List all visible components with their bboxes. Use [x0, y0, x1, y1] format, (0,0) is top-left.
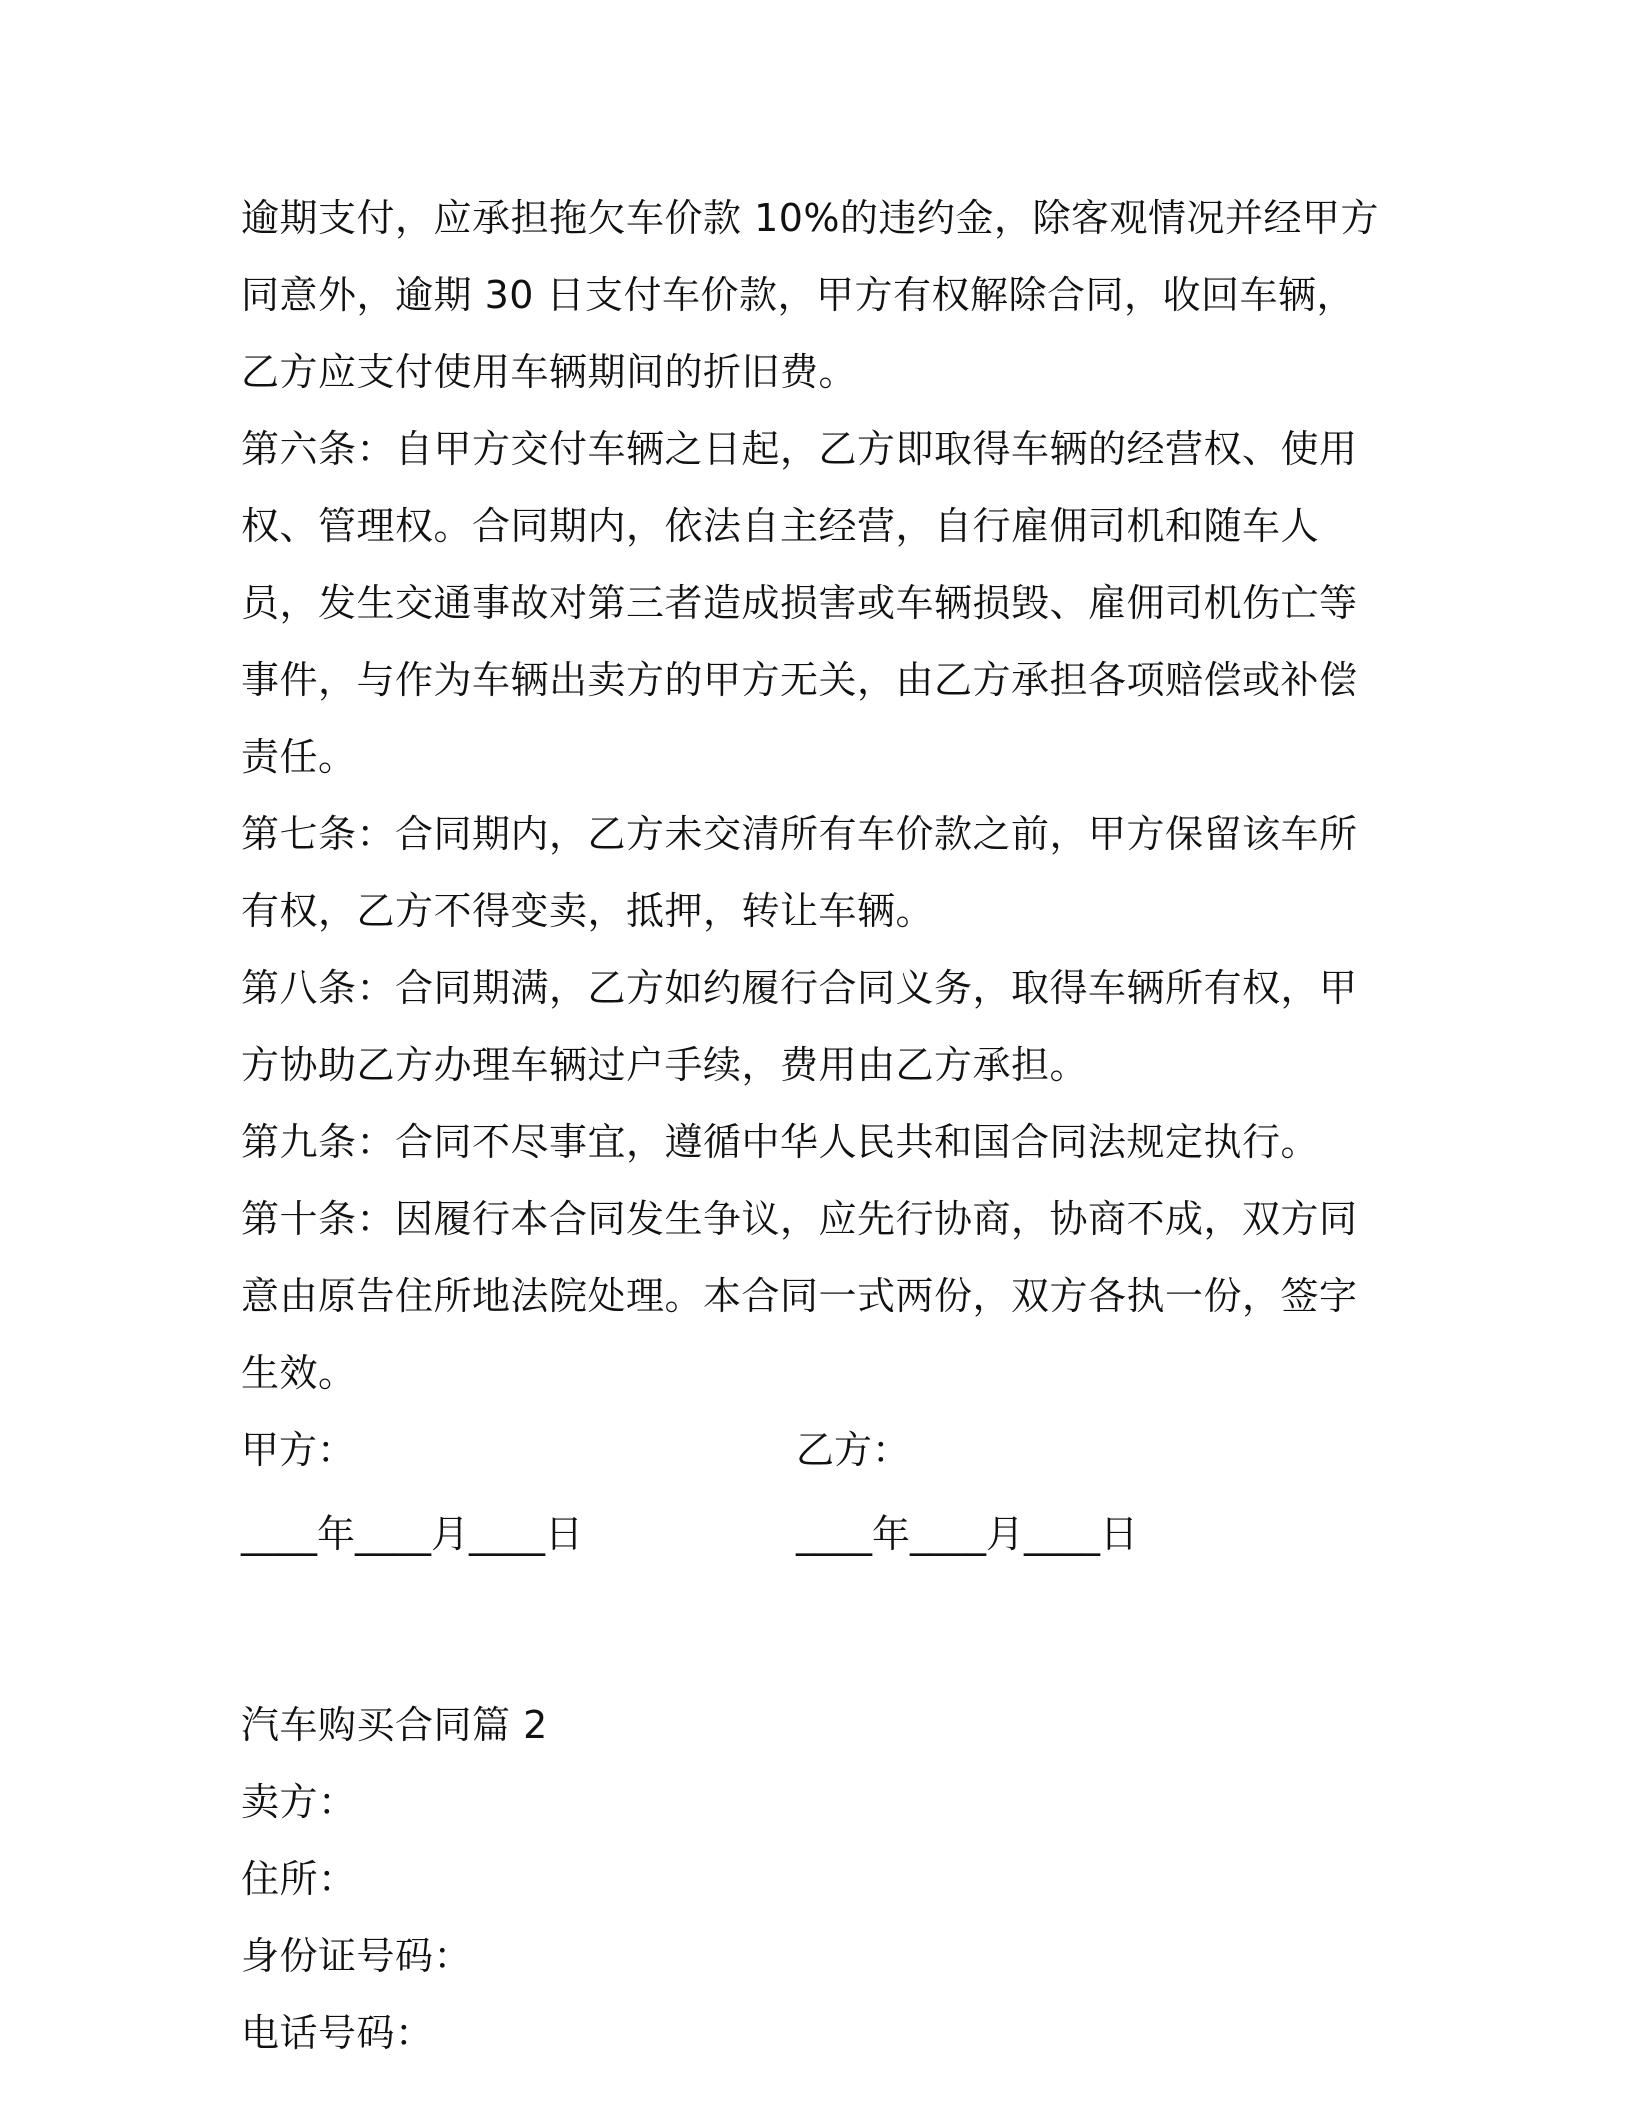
- party-a-label: 甲方：: [241, 1428, 356, 1472]
- id-number-field-label: 身份证号码：: [241, 1934, 473, 1978]
- signature-dates-row: [241, 1489, 1391, 1579]
- section-spacer: [241, 1579, 1391, 1687]
- paragraph-article-6: 第六条：自甲方交付车辆之日起，乙方即取得车辆的经营权、使用权、管理权。合同期内，依法自主经营，自行雇佣司机和随车人员，发生交通事故对第三者造成损害或车辆损毁、雇佣司机伤亡等事件，与作为车辆出卖方的甲方无关，由乙方承担各项赔偿或补偿责任。: [241, 427, 1358, 779]
- document-body: [241, 180, 1391, 2072]
- paragraph-article-7: 第七条：合同期内，乙方未交清所有车价款之前，甲方保留该车所有权，乙方不得变卖，抵押，转让车辆。: [241, 812, 1358, 933]
- party-b-date: ____年____月____日: [796, 1512, 1139, 1556]
- signature-parties-row: [241, 1412, 1391, 1489]
- address-field-label: 住所：: [241, 1857, 357, 1901]
- seller-field-label: 卖方：: [241, 1780, 357, 1824]
- phone-field-label: 电话号码：: [241, 2011, 434, 2055]
- paragraph-article-10: 第十条：因履行本合同发生争议，应先行协商，协商不成，双方同意由原告住所地法院处理。本合同一式两份，双方各执一份，签字生效。: [241, 1197, 1358, 1395]
- section2-title: 汽车购买合同篇 2: [241, 1703, 548, 1747]
- paragraph-overdue-payment: 逾期支付，应承担拖欠车价款 10%的违约金，除客观情况并经甲方同意外，逾期 30 日支付车价款，甲方有权解除合同，收回车辆，乙方应支付使用车辆期间的折旧费。: [241, 196, 1380, 394]
- party-b-label: 乙方：: [796, 1428, 911, 1472]
- party-a-date: ____年____月____日: [241, 1512, 584, 1556]
- paragraph-article-8: 第八条：合同期满，乙方如约履行合同义务，取得车辆所有权，甲方协助乙方办理车辆过户手续，费用由乙方承担。: [241, 966, 1358, 1087]
- paragraph-article-9: 第九条：合同不尽事宜，遵循中华人民共和国合同法规定执行。: [241, 1120, 1320, 1164]
